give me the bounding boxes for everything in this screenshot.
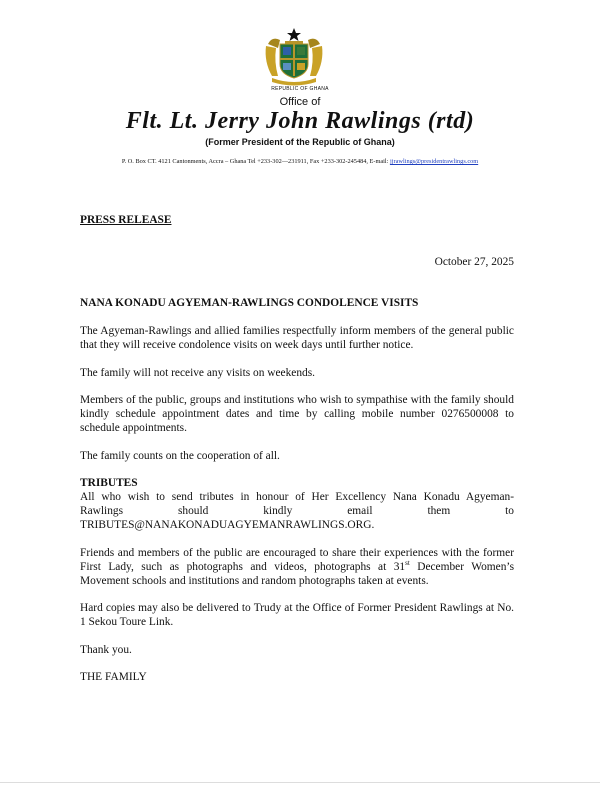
- republic-label: REPUBLIC OF GHANA: [271, 86, 329, 92]
- paragraph-cooperation: The family counts on the cooperation of all.: [80, 450, 280, 462]
- thank-you-line: Thank you.: [80, 644, 132, 656]
- press-release-label: PRESS RELEASE: [80, 214, 172, 226]
- signoff: THE FAMILY: [80, 671, 147, 683]
- paragraph-share-part-1: Friends and members of the public are encouraged to share their experiences with the former First Lady, such as photographs and videos, photographs at 31: [80, 547, 514, 573]
- paragraph-share-part-2: December Women’s Movement schools and institutions and random photographs taken at events.: [80, 561, 514, 587]
- ordinal-suffix: st: [405, 559, 410, 568]
- contact-details: P. O. Box CT. 4121 Cantonments, Accra – Ghana Tel +233-302—231911, Fax +233-302-245484, E-mail:: [121, 158, 389, 165]
- former-president-subtitle: (Former President of the Republic of Ghana): [205, 137, 395, 147]
- paragraph-weekends: The family will not receive any visits on weekends.: [80, 367, 316, 379]
- office-of-label: Office of: [279, 96, 321, 108]
- tributes-email: TRIBUTES@NANAKONADUAGYEMANRAWLINGS.ORG.: [80, 519, 375, 531]
- tributes-line-1: All who wish to send tributes in honour of Her Excellency Nana Konadu Agyeman-: [80, 491, 514, 503]
- paragraph-condolence-visits: The Agyeman-Rawlings and allied families respectfully inform members of the general public that they will receive condolence visits on week days until further notice.: [80, 325, 514, 351]
- page-bottom-edge: [0, 782, 600, 783]
- tributes-line-2: Rawlings should kindly email them to: [80, 505, 514, 517]
- paragraph-appointments: Members of the public, groups and institutions who wish to sympathise with the family should kindly schedule appointment dates and time by calling mobile number 0276500008 to schedule appointments.: [80, 394, 514, 434]
- contact-line: [0, 158, 600, 165]
- office-holder-name: Flt. Lt. Jerry John Rawlings (rtd): [125, 108, 475, 134]
- release-title: NANA KONADU AGYEMAN-RAWLINGS CONDOLENCE VISITS: [80, 297, 419, 309]
- release-date: October 27, 2025: [434, 256, 514, 268]
- paragraph-share-experiences: [80, 546, 514, 588]
- paragraph-hard-copies: Hard copies may also be delivered to Trudy at the Office of Former President Rawlings at No. 1 Sekou Toure Link.: [80, 602, 514, 628]
- contact-email-link[interactable]: jjrawlings@presidentrawlings.com: [390, 158, 479, 165]
- ghana-coat-of-arms-icon: [262, 26, 326, 88]
- tributes-heading: TRIBUTES: [80, 477, 138, 489]
